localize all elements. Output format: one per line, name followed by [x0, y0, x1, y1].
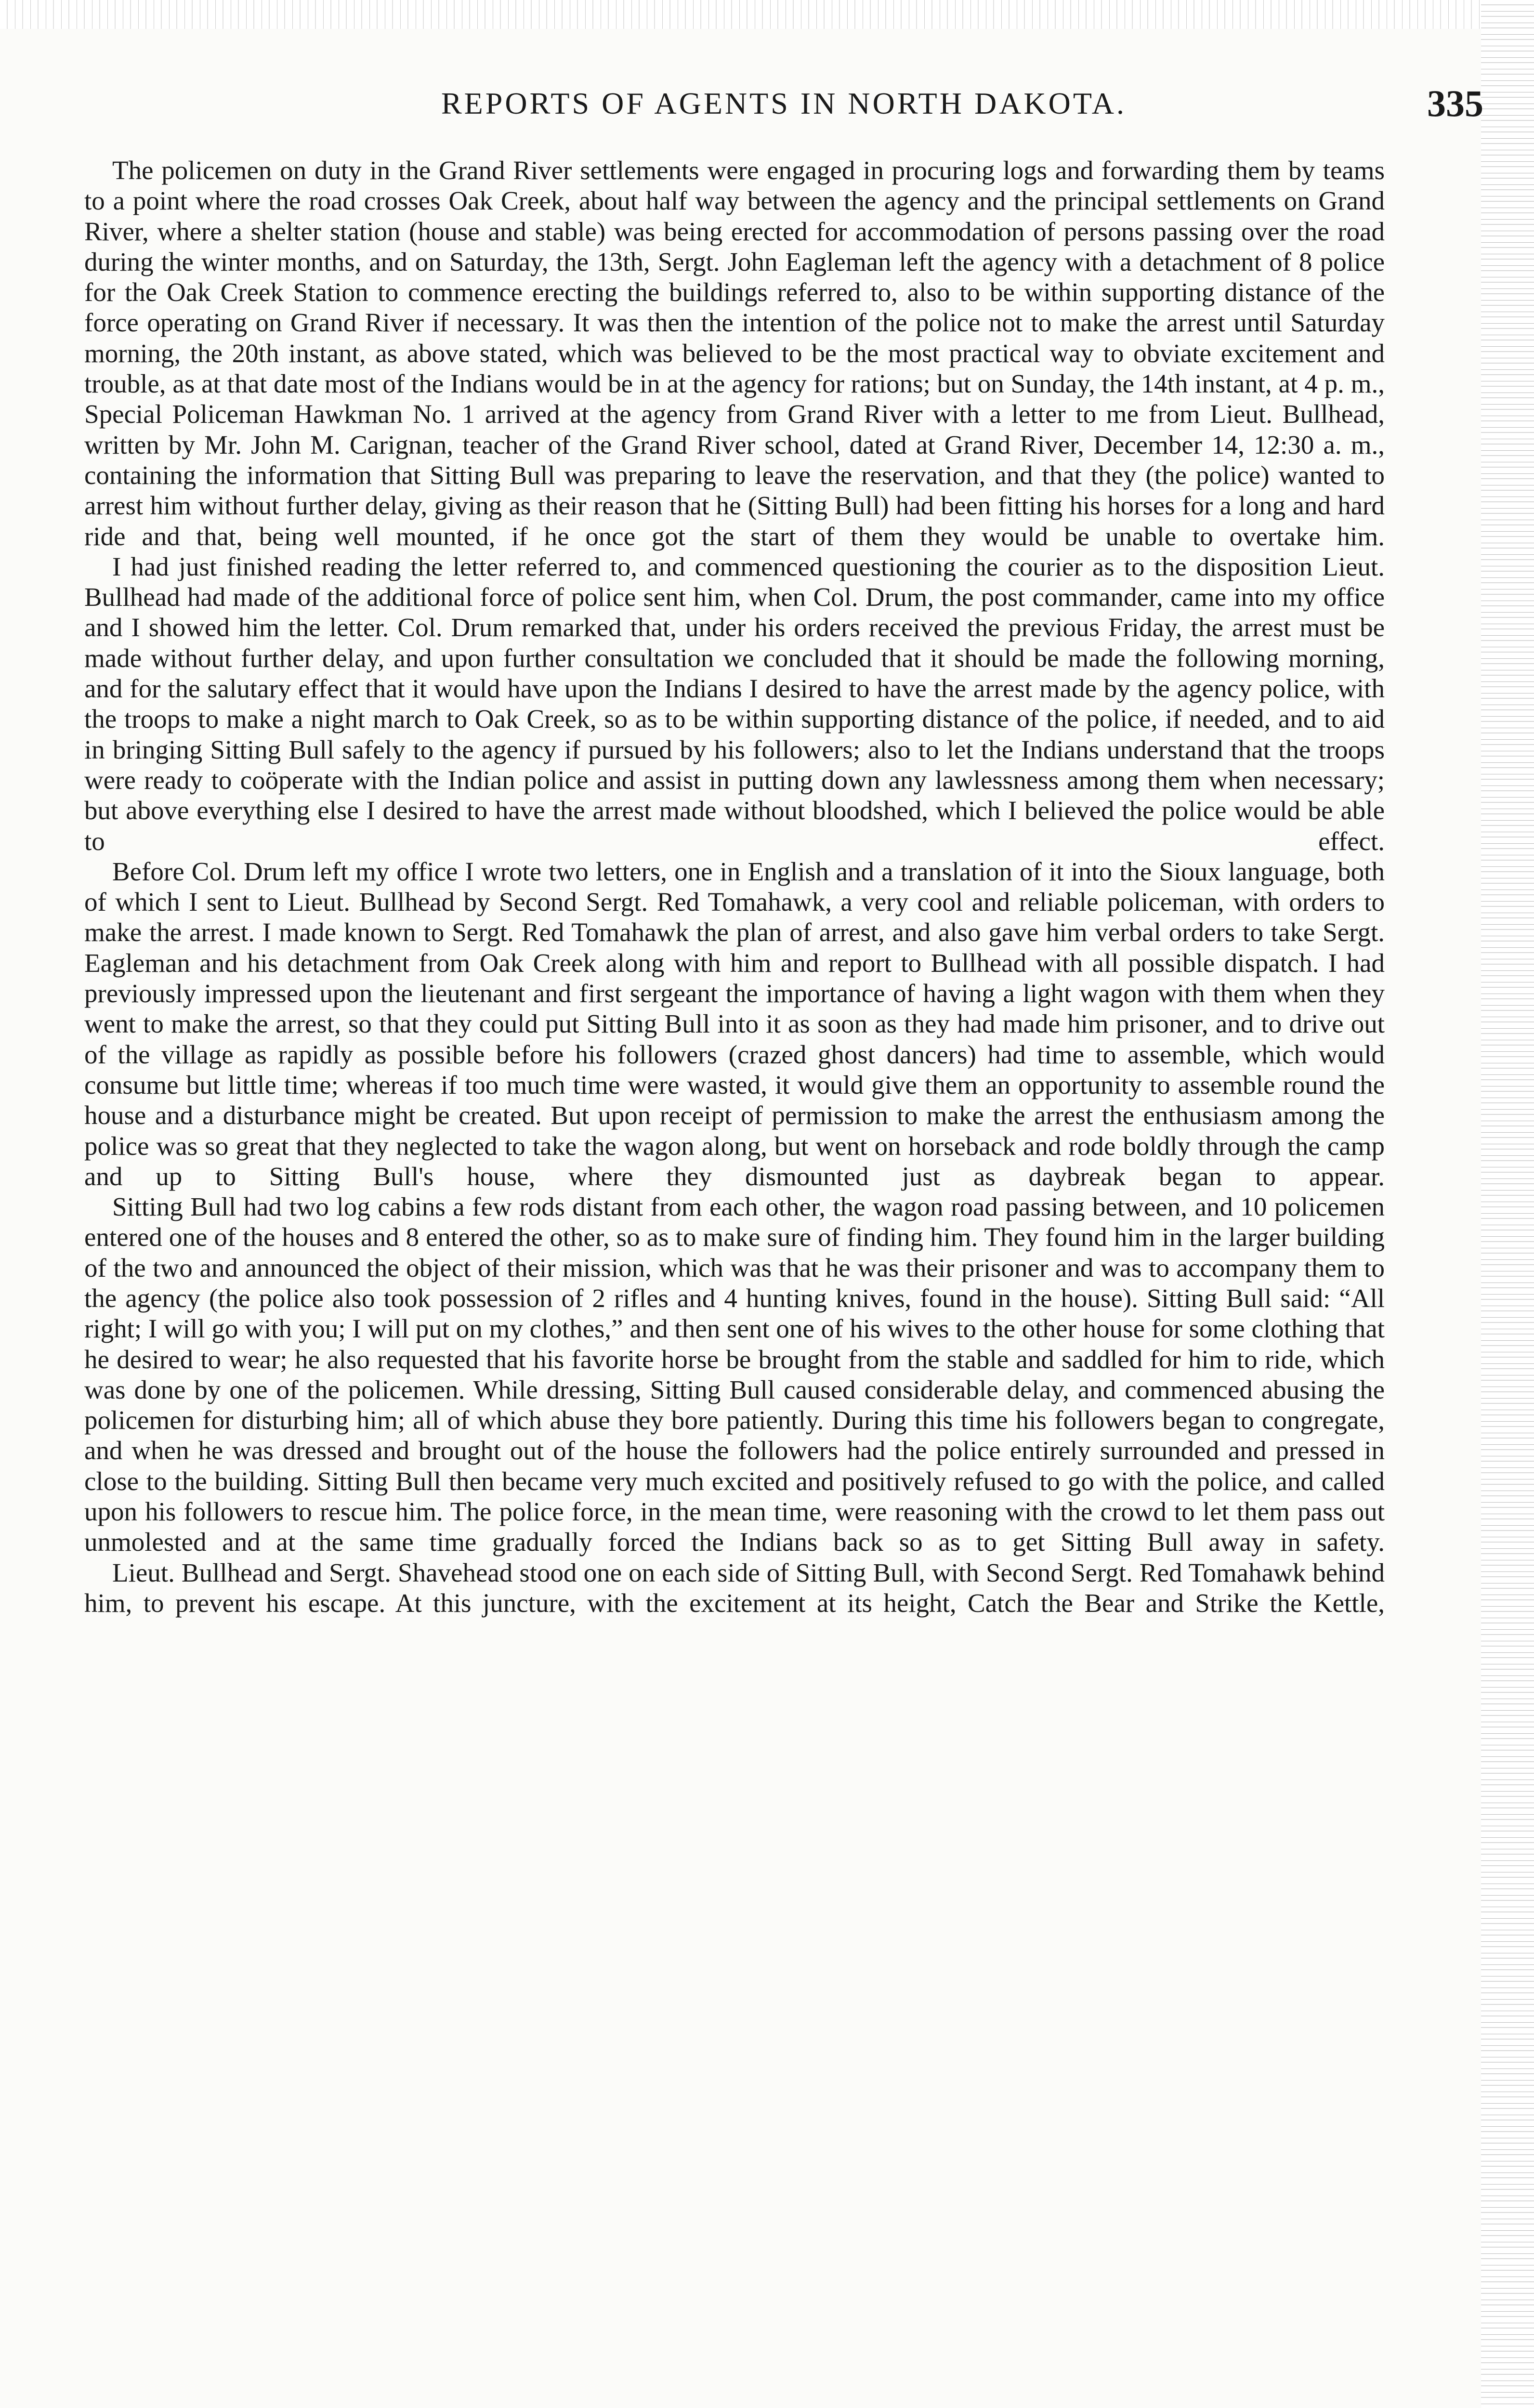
- scan-edge-top: [0, 0, 1534, 29]
- report-body: [84, 155, 1385, 1618]
- running-title: REPORTS OF AGENTS IN NORTH DAKOTA.: [441, 86, 1127, 120]
- paragraph-arrest-scene: Sitting Bull had two log cabins a few rods distant from each other, the wagon road passing between, and 10 policemen entered one of the houses and 8 entered the other, so as to make sure of finding him. They found him in the larger building of the two and announced the object of their mission, which was that he was their prisoner and was to accompany them to the agency (the police also took possession of 2 rifles and 4 hunting knives, found in the house). Sitting Bull said: “All right; I will go with you; I will put on my clothes,” and then sent one of his wives to the other house for some clothing that he desired to wear; he also requested that his favorite horse be brought from the stable and saddled for him to ride, which was done by one of the policemen. While dressing, Sitting Bull caused considerable delay, and commenced abusing the policemen for disturbing him; all of which abuse they bore patiently. During this time his followers began to congregate, and when he was dressed and brought out of the house the followers had the police entirely surrounded and pressed in close to the building. Sitting Bull then became very much excited and positively refused to go with the police, and called upon his followers to rescue him. The police force, in the mean time, were reasoning with the crowd to let them pass out unmolested and at the same time gradually forced the Indians back so as to get Sitting Bull away in safety.: [84, 1192, 1385, 1557]
- scan-edge-right: [1481, 0, 1534, 2408]
- page-header: [84, 77, 1483, 130]
- page-number: 335: [1427, 82, 1483, 124]
- paragraph-col-drum: I had just finished reading the letter referred to, and commenced questioning the courier as to the disposition Lieut. Bullhead had made of the additional force of police sent him, when Col. Drum, the post commander, came into my office and I showed him the letter. Col. Drum remarked that, under his orders received the previous Friday, the arrest must be made without further delay, and upon further consultation we concluded that it should be made the following morning, and for the salutary effect that it would have upon the Indians I desired to have the arrest made by the agency police, with the troops to make a night march to Oak Creek, so as to be within supporting distance of the police, if needed, and to aid in bringing Sitting Bull safely to the agency if pursued by his followers; also to let the Indians understand that the troops were ready to coöperate with the Indian police and assist in putting down any lawlessness among them when necessary; but above everything else I desired to have the arrest made without bloodshed, which I believed the police would be able to effect.: [84, 551, 1385, 856]
- paragraph-orders-to-bullhead: Before Col. Drum left my office I wrote two letters, one in English and a translation of it into the Sioux language, both of which I sent to Lieut. Bullhead by Second Sergt. Red Tomahawk, a very cool and reliable policeman, with orders to make the arrest. I made known to Sergt. Red Tomahawk the plan of arrest, and also gave him verbal orders to take Sergt. Eagleman and his detachment from Oak Creek along with him and report to Bullhead with all possible dispatch. I had previously impressed upon the lieutenant and first sergeant the importance of having a light wagon with them when they went to make the arrest, so that they could put Sitting Bull into it as soon as they had made him prisoner, and to drive out of the village as rapidly as possible before his followers (crazed ghost dancers) had time to assemble, which would consume but little time; whereas if too much time were wasted, it would give them an opportunity to assemble round the house and a disturbance might be created. But upon receipt of permission to make the arrest the enthusiasm among the police was so great that they neglected to take the wagon along, but went on horseback and rode boldly through the camp and up to Sitting Bull's house, where they dismounted just as daybreak began to appear.: [84, 856, 1385, 1191]
- paragraph-escape-attempt: Lieut. Bullhead and Sergt. Shavehead stood one on each side of Sitting Bull, with Second Sergt. Red Tomahawk behind him, to prevent his escape. At this juncture, with the excitement at its height, Catch the Bear and Strike the Kettle,: [84, 1557, 1385, 1618]
- paragraph-arrest-plans: The policemen on duty in the Grand River settlements were engaged in procuring logs and forwarding them by teams to a point where the road crosses Oak Creek, about half way between the agency and the principal settlements on Grand River, where a shelter station (house and stable) was being erected for accommodation of persons passing over the road during the winter months, and on Saturday, the 13th, Sergt. John Eagleman left the agency with a detachment of 8 police for the Oak Creek Station to commence erecting the buildings referred to, also to be within supporting distance of the force operating on Grand River if necessary. It was then the intention of the police not to make the arrest until Saturday morning, the 20th instant, as above stated, which was believed to be the most practical way to obviate excitement and trouble, as at that date most of the Indians would be in at the agency for rations; but on Sunday, the 14th instant, at 4 p. m., Special Policeman Hawkman No. 1 arrived at the agency from Grand River with a letter to me from Lieut. Bullhead, written by Mr. John M. Carignan, teacher of the Grand River school, dated at Grand River, December 14, 12:30 a. m., containing the information that Sitting Bull was preparing to leave the reservation, and that they (the police) wanted to arrest him without further delay, giving as their reason that he (Sitting Bull) had been fitting his horses for a long and hard ride and that, being well mounted, if he once got the start of them they would be unable to overtake him.: [84, 156, 1385, 551]
